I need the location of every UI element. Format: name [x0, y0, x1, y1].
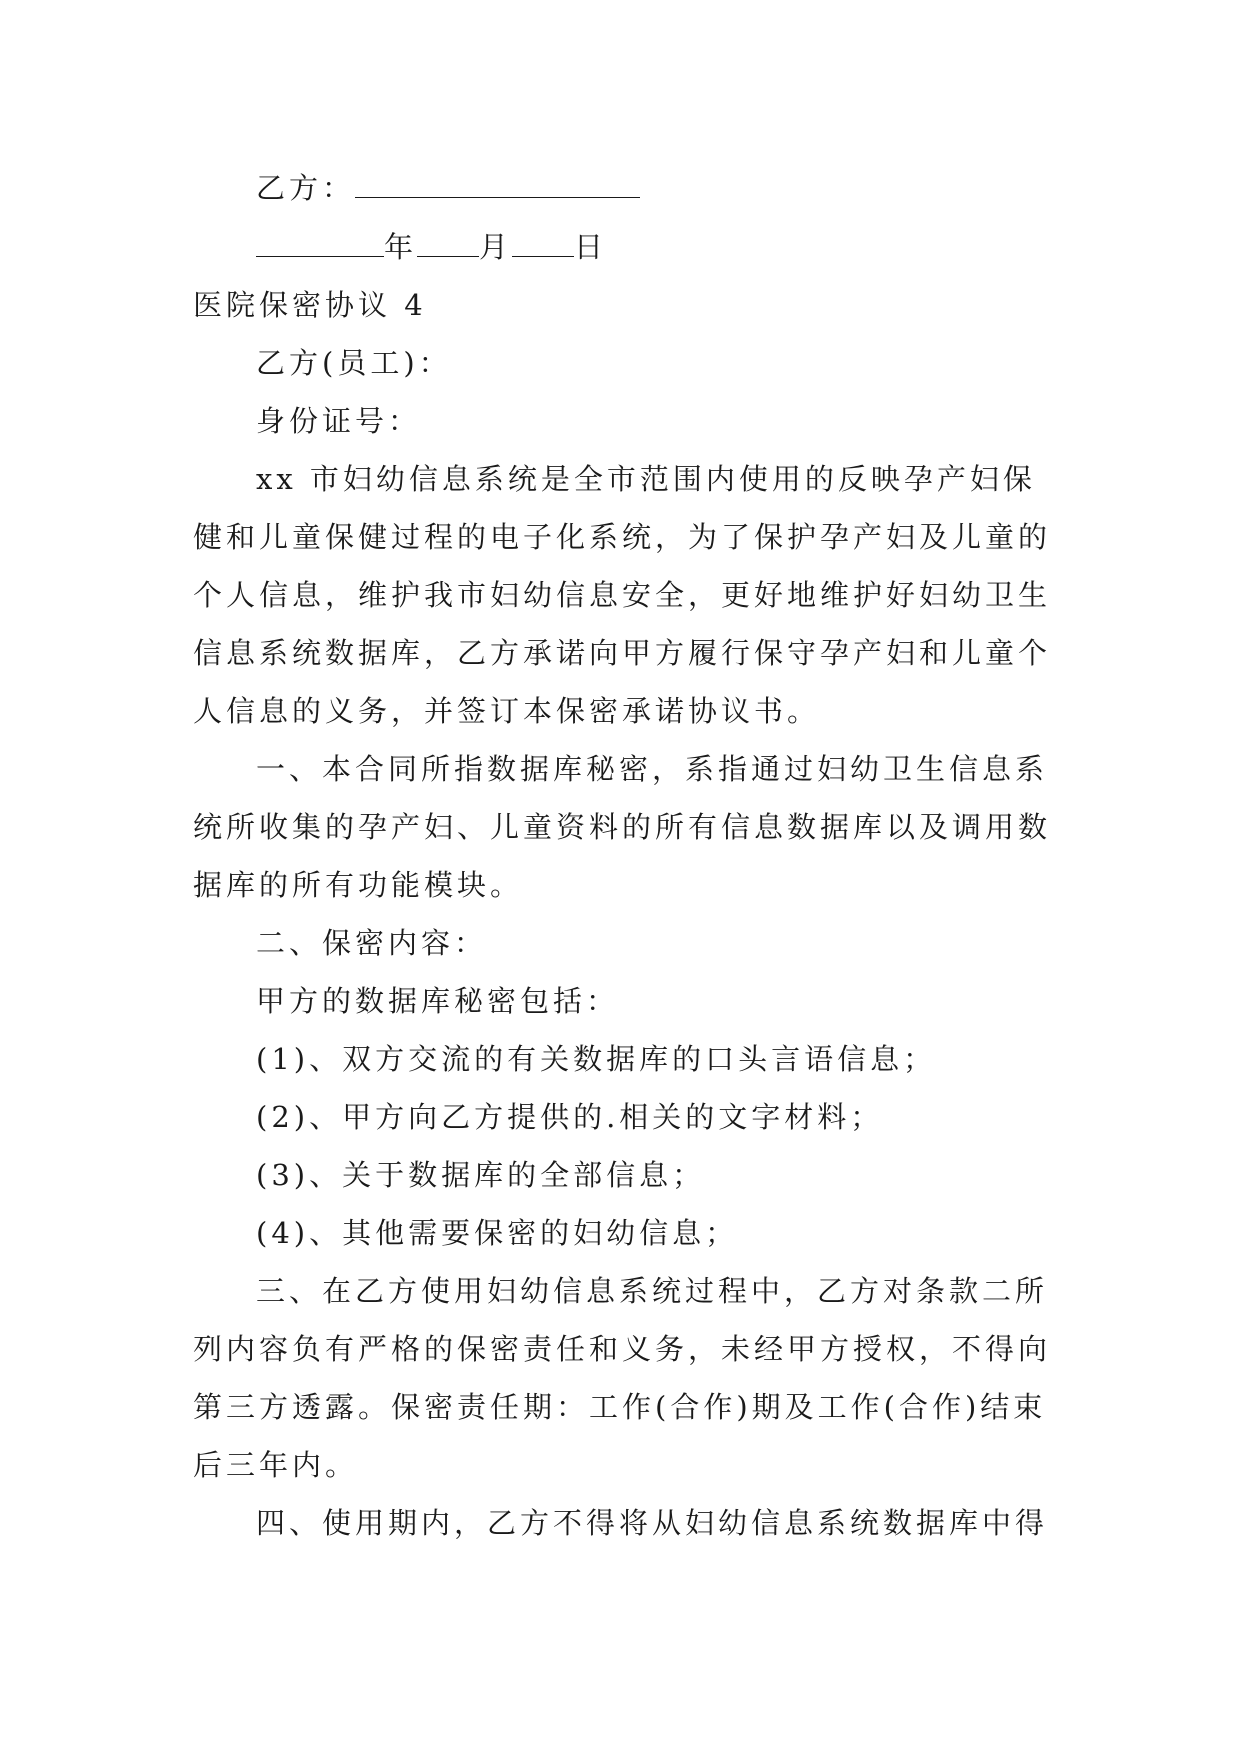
- month-label: 月: [479, 230, 513, 264]
- clause-2-item: (3)、关于数据库的全部信息；: [256, 1158, 706, 1192]
- year-label: 年: [384, 230, 418, 264]
- clause-4-line: 四、使用期内，乙方不得将从妇幼信息系统数据库中得: [256, 1506, 1049, 1540]
- party-b-signature-line: [256, 168, 1056, 208]
- clause-2-item: (4)、其他需要保密的妇幼信息；: [256, 1216, 739, 1250]
- party-b-employee-line: 乙方(员工)：: [256, 346, 452, 380]
- date-line: [256, 227, 1056, 267]
- id-number-line: 身份证号：: [256, 404, 422, 438]
- year-blank: [256, 232, 384, 257]
- clause-3-line: 列内容负有严格的保密责任和义务，未经甲方授权，不得向: [193, 1332, 1052, 1366]
- clause-3-line: 后三年内。: [193, 1448, 359, 1482]
- clause-3-line: 三、在乙方使用妇幼信息系统过程中，乙方对条款二所: [256, 1274, 1049, 1308]
- clause-1-line: 统所收集的孕产妇、儿童资料的所有信息数据库以及调用数: [193, 810, 1052, 844]
- party-b-label: 乙方：: [256, 171, 356, 205]
- clause-2-intro: 甲方的数据库秘密包括：: [256, 984, 620, 1018]
- clause-2-item: (1)、双方交流的有关数据库的口头言语信息；: [256, 1042, 937, 1076]
- document-title: 医院保密协议 4: [193, 288, 427, 322]
- day-label: 日: [574, 230, 608, 264]
- preamble-line: 个人信息，维护我市妇幼信息安全，更好地维护好妇幼卫生: [193, 578, 1052, 612]
- preamble-line: xx 市妇幼信息系统是全市范围内使用的反映孕产妇保: [256, 462, 1036, 496]
- preamble-line: 健和儿童保健过程的电子化系统，为了保护孕产妇及儿童的: [193, 520, 1052, 554]
- preamble-line: 人信息的义务，并签订本保密承诺协议书。: [193, 694, 821, 728]
- party-b-blank: [355, 173, 640, 198]
- preamble-line: 信息系统数据库，乙方承诺向甲方履行保守孕产妇和儿童个: [193, 636, 1052, 670]
- day-blank: [512, 232, 574, 257]
- clause-1-line: 据库的所有功能模块。: [193, 868, 524, 902]
- clause-3-line: 第三方透露。保密责任期：工作(合作)期及工作(合作)结束: [193, 1390, 1047, 1424]
- month-blank: [417, 232, 479, 257]
- clause-2-item: (2)、甲方向乙方提供的.相关的文字材料；: [256, 1100, 884, 1134]
- clause-1-line: 一、本合同所指数据库秘密，系指通过妇幼卫生信息系: [256, 752, 1049, 786]
- clause-2-heading: 二、保密内容：: [256, 926, 488, 960]
